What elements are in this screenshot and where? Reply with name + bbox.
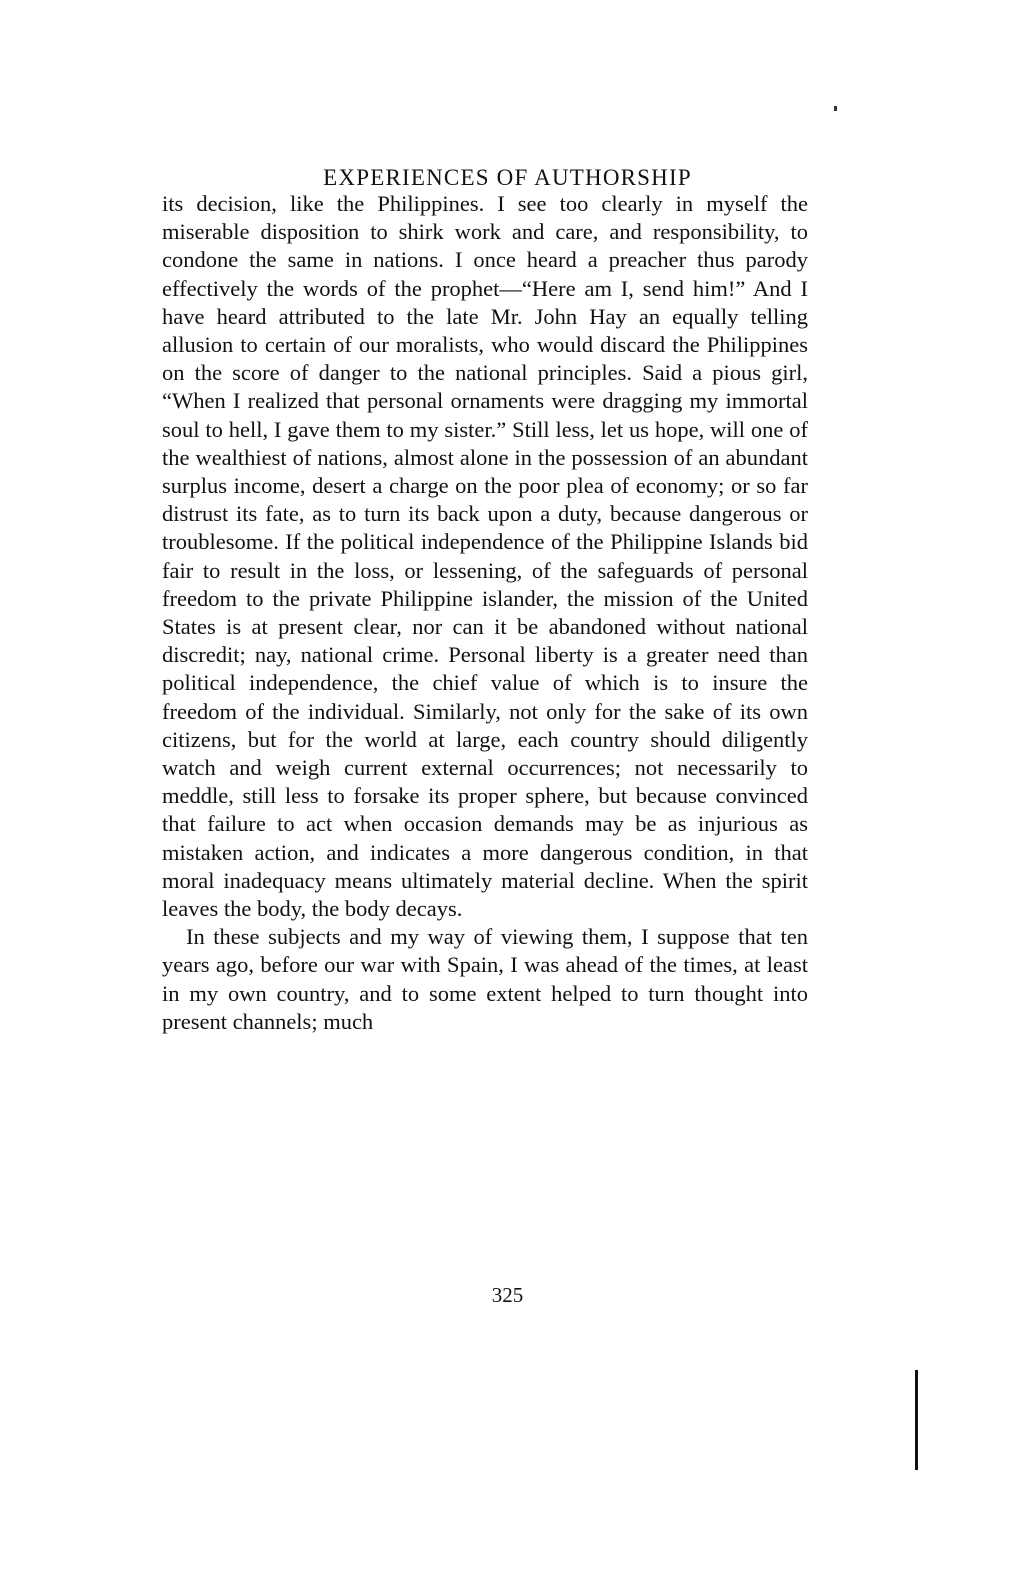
paragraph-1: its decision, like the Philippines. I see too clearly in myself the miserable disposition to shirk work and care, and responsibility, to condone the same in nations. I once heard a preacher thus parody effectively the words of the prophet—“Here am I, send him!” And I have heard attributed to the late Mr. John Hay an equally telling allusion to certain of our moralists, who would discard the Philippines on the score of danger to the national principles. Said a pious girl, “When I realized that personal ornaments were dragging my immortal soul to hell, I gave them to my sister.” Still less, let us hope, will one of the wealthiest of nations, almost alone in the possession of an abundant surplus income, desert a charge on the poor plea of economy; or so far distrust its fate, as to turn its back upon a duty, because dangerous or troublesome. If the political independence of the Philippine Islands bid fair to result in the loss, or lessening, of the safeguards of personal freedom to the private Philippine islander, the mission of the United States is at present clear, nor can it be abandoned without national discredit; nay, national crime. Personal liberty is a greater need than political independence, the chief value of which is to insure the freedom of the individual. Similarly, not only for the sake of its own citizens, but for the world at large, each country should diligently watch and weigh current external occurrences; not necessarily to meddle, still less to forsake its proper sphere, but because convinced that failure to act when occasion demands may be as injurious as mistaken action, and indicates a more dangerous condition, in that moral inadequacy means ultimately material decline. When the spirit leaves the body, the body decays. — [162, 191, 808, 922]
running-head: EXPERIENCES OF AUTHORSHIP — [323, 165, 692, 190]
paragraph-2: In these subjects and my way of viewing them, I suppose that ten years ago, before our war with Spain, I was ahead of the times, at least in my own country, and to some extent helped to turn thought into present channels; much — [162, 924, 808, 1034]
scan-speck — [834, 106, 837, 111]
margin-mark — [915, 1370, 918, 1470]
page-number: 325 — [491, 1283, 524, 1307]
body-text — [162, 190, 808, 1036]
